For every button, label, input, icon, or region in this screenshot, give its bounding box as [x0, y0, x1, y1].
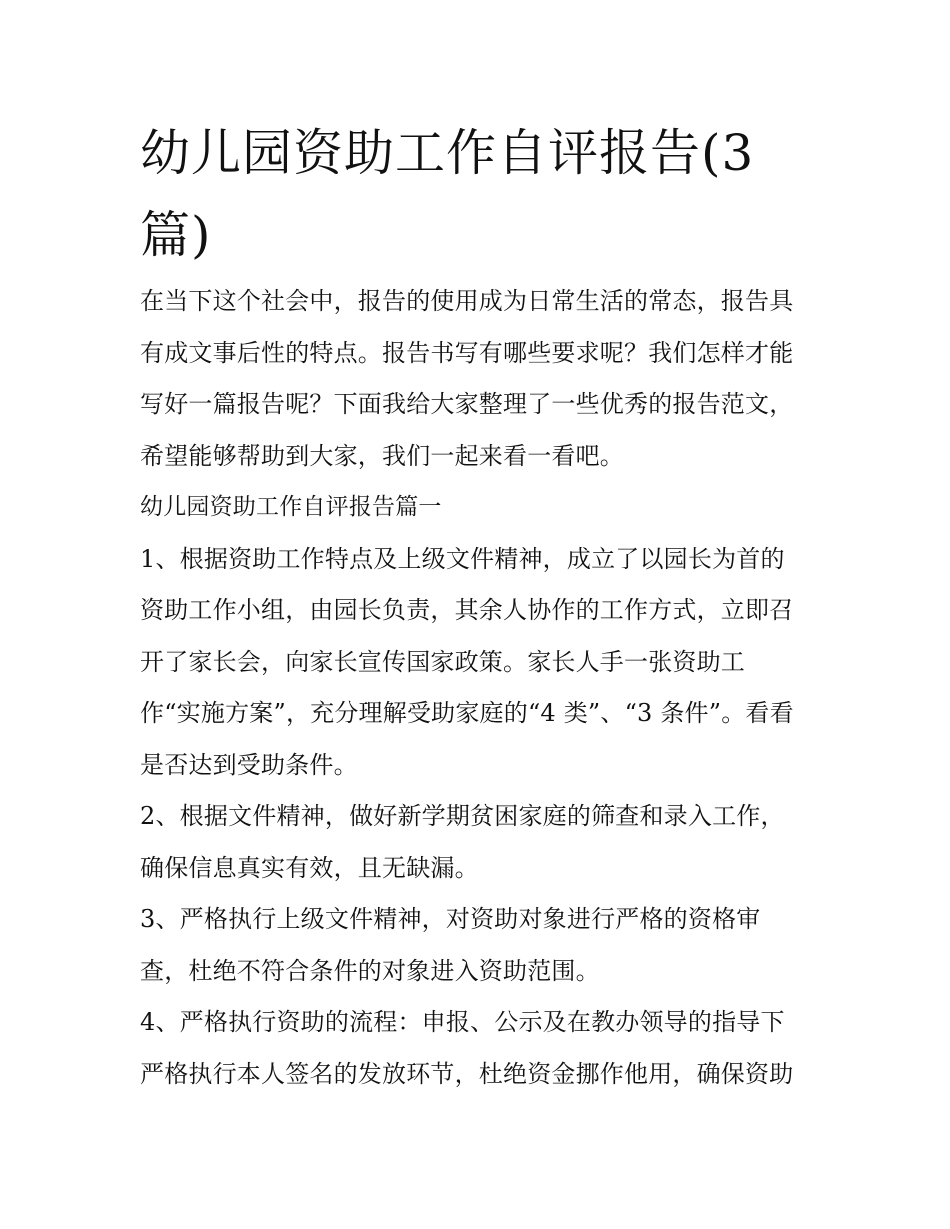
- intro-line-4: 希望能够帮助到大家，我们一起来看一看吧。: [140, 441, 624, 470]
- document-title: [140, 112, 780, 276]
- item-3-line-2: 查，杜绝不符合条件的对象进入资助范围。: [140, 956, 600, 985]
- section-heading: 幼儿园资助工作自评报告篇一: [140, 494, 442, 520]
- item-1-line-2: 资助工作小组，由园长负责，其余人协作的工作方式，立即召: [140, 596, 794, 624]
- item-1-line-5: 是否达到受助条件。: [140, 750, 358, 779]
- item-4-line-2: 严格执行本人签名的发放环节，杜绝资金挪作他用，确保资助: [140, 1059, 794, 1088]
- item-1-line-3: 开了家长会，向家长宣传国家政策。家长人手一张资助工: [140, 647, 745, 676]
- title-line-1: 幼儿园资助工作自评报告(3: [140, 124, 755, 182]
- item-1-line-4: 作“实施方案”，充分理解受助家庭的“4 类”、“3 条件”。看看: [140, 699, 794, 727]
- title-line-2: 篇): [140, 206, 212, 264]
- item-2-line-1: 2、根据文件精神，做好新学期贫困家庭的筛查和录入工作，: [140, 802, 785, 830]
- intro-line-1: 在当下这个社会中，报告的使用成为日常生活的常态，报告具: [140, 287, 794, 315]
- item-2-line-2: 确保信息真实有效，且无缺漏。: [140, 853, 479, 882]
- item-3-line-1: 3、严格执行上级文件精神，对资助对象进行严格的资格审: [140, 905, 761, 933]
- item-1-line-1: 1、根据资助工作特点及上级文件精神，成立了以园长为首的: [140, 544, 785, 573]
- document-body: [140, 276, 820, 1100]
- intro-line-3: 写好一篇报告呢？下面我给大家整理了一些优秀的报告范文，: [140, 390, 794, 418]
- item-4-line-1: 4、严格执行资助的流程：申报、公示及在教办领导的指导下: [140, 1008, 785, 1036]
- intro-line-2: 有成文事后性的特点。报告书写有哪些要求呢？我们怎样才能: [140, 338, 794, 367]
